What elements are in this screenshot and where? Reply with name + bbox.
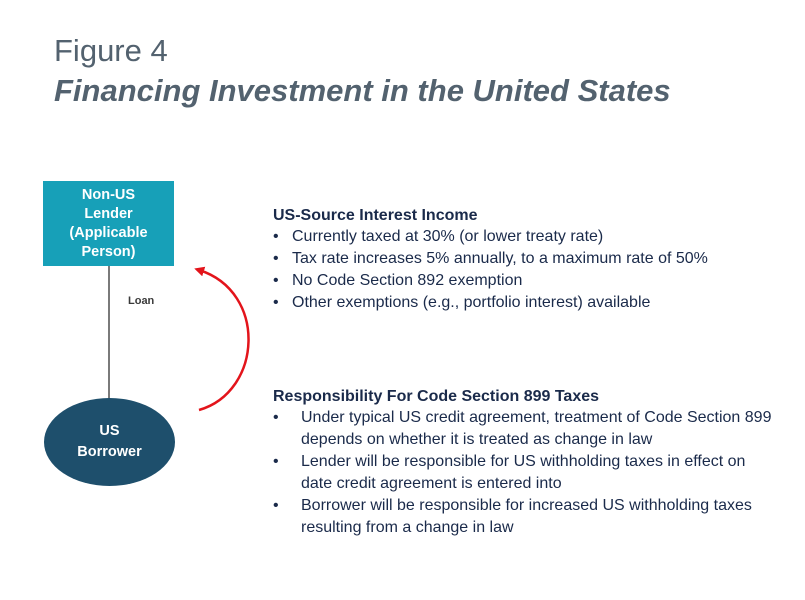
list-item: • Lender will be responsible for US withholding taxes in effect on date credit agreement is entered into (273, 453, 746, 492)
bullet-list (273, 226, 773, 314)
bullet-list (273, 407, 773, 539)
list-item: • Under typical US credit agreement, treatment of Code Section 899 depends on whether it is treated as change in law (273, 409, 772, 448)
interest-income-section (273, 206, 773, 314)
responsibility-section (273, 387, 773, 539)
list-item: • Other exemptions (e.g., portfolio interest) available (273, 294, 651, 311)
list-item: • No Code Section 892 exemption (273, 272, 523, 289)
borrower-label: US Borrower (77, 423, 142, 460)
figure-number: Figure 4 (54, 33, 168, 68)
loan-label: Loan (128, 295, 155, 307)
lender-label: Non-US Lender (Applicable Person) (69, 186, 148, 260)
figure-title: Financing Investment in the United States (54, 73, 671, 108)
section-heading: US-Source Interest Income (273, 207, 478, 224)
arrow-arc (199, 270, 249, 410)
list-item: • Tax rate increases 5% annually, to a maximum rate of 50% (273, 250, 708, 267)
list-item: • Borrower will be responsible for increased US withholding taxes resulting from a change in law (273, 497, 752, 536)
section-heading: Responsibility For Code Section 899 Taxes (273, 388, 600, 405)
list-item: • Currently taxed at 30% (or lower treaty rate) (273, 228, 604, 245)
